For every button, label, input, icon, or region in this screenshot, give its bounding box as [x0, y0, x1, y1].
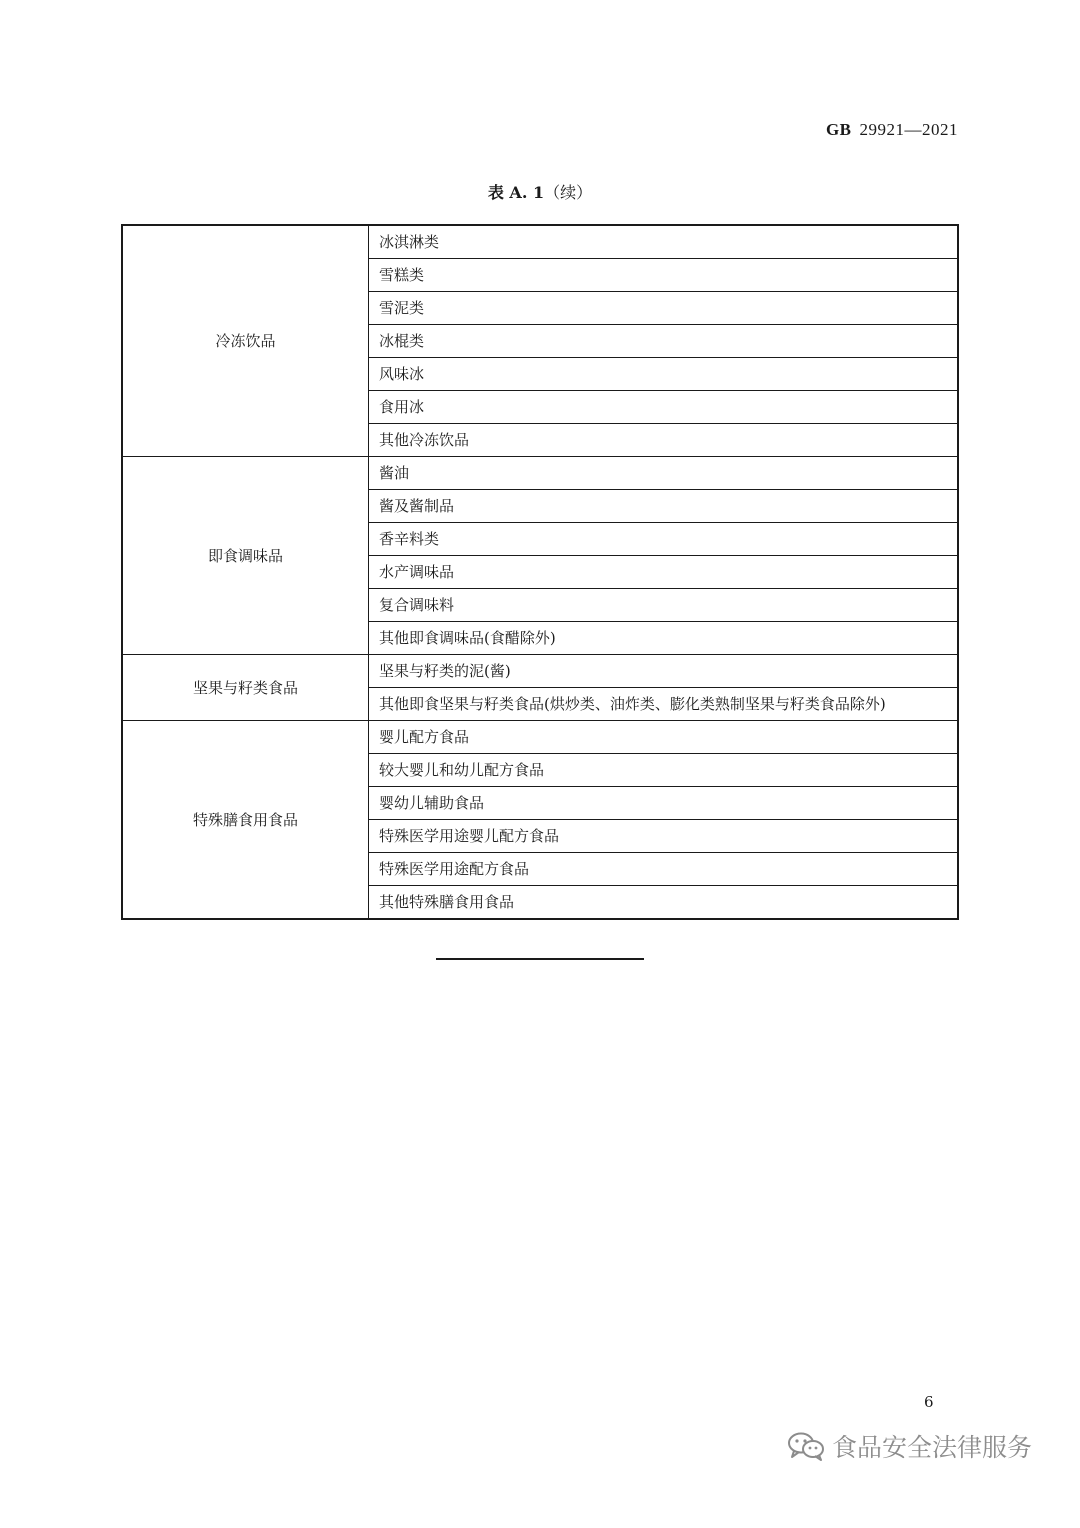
- item-cell: 坚果与籽类的泥(酱): [369, 655, 959, 688]
- category-cell: 坚果与籽类食品: [122, 655, 369, 721]
- page-number: 6: [924, 1393, 934, 1411]
- standard-prefix: GB: [825, 120, 852, 139]
- item-cell: 食用冰: [369, 391, 959, 424]
- item-cell: 婴幼儿辅助食品: [369, 787, 959, 820]
- standard-number: 29921—2021: [859, 120, 958, 139]
- table-title-main: 表 A. 1: [487, 183, 545, 202]
- item-cell: 特殊医学用途配方食品: [369, 853, 959, 886]
- watermark: [786, 1428, 1032, 1464]
- standard-code: [826, 120, 958, 140]
- category-cell: 冷冻饮品: [122, 225, 369, 457]
- item-cell: 酱油: [369, 457, 959, 490]
- food-category-table: [121, 224, 959, 920]
- watermark-text: 食品安全法律服务: [832, 1433, 1033, 1462]
- item-cell: 其他特殊膳食用食品: [369, 886, 959, 920]
- item-cell: 冰淇淋类: [369, 225, 959, 259]
- table-row: [122, 225, 958, 259]
- item-cell: 冰棍类: [369, 325, 959, 358]
- item-cell: 特殊医学用途婴儿配方食品: [369, 820, 959, 853]
- item-cell: 水产调味品: [369, 556, 959, 589]
- table-row: [122, 655, 958, 688]
- item-cell: 风味冰: [369, 358, 959, 391]
- item-cell: 婴儿配方食品: [369, 721, 959, 754]
- category-cell: 即食调味品: [122, 457, 369, 655]
- table-title-suffix: （续）: [544, 183, 593, 202]
- item-cell: 香辛料类: [369, 523, 959, 556]
- item-cell: 其他冷冻饮品: [369, 424, 959, 457]
- item-cell: 较大婴儿和幼儿配方食品: [369, 754, 959, 787]
- item-cell: 其他即食调味品(食醋除外): [369, 622, 959, 655]
- table-row: [122, 457, 958, 490]
- table-title: [0, 180, 1080, 203]
- table-row: [122, 721, 958, 754]
- end-of-standard-rule: [436, 958, 644, 960]
- item-cell: 其他即食坚果与籽类食品(烘炒类、油炸类、膨化类熟制坚果与籽类食品除外): [369, 688, 959, 721]
- item-cell: 复合调味料: [369, 589, 959, 622]
- item-cell: 雪糕类: [369, 259, 959, 292]
- wechat-icon: [786, 1431, 826, 1461]
- item-cell: 雪泥类: [369, 292, 959, 325]
- category-cell: 特殊膳食用食品: [122, 721, 369, 920]
- item-cell: 酱及酱制品: [369, 490, 959, 523]
